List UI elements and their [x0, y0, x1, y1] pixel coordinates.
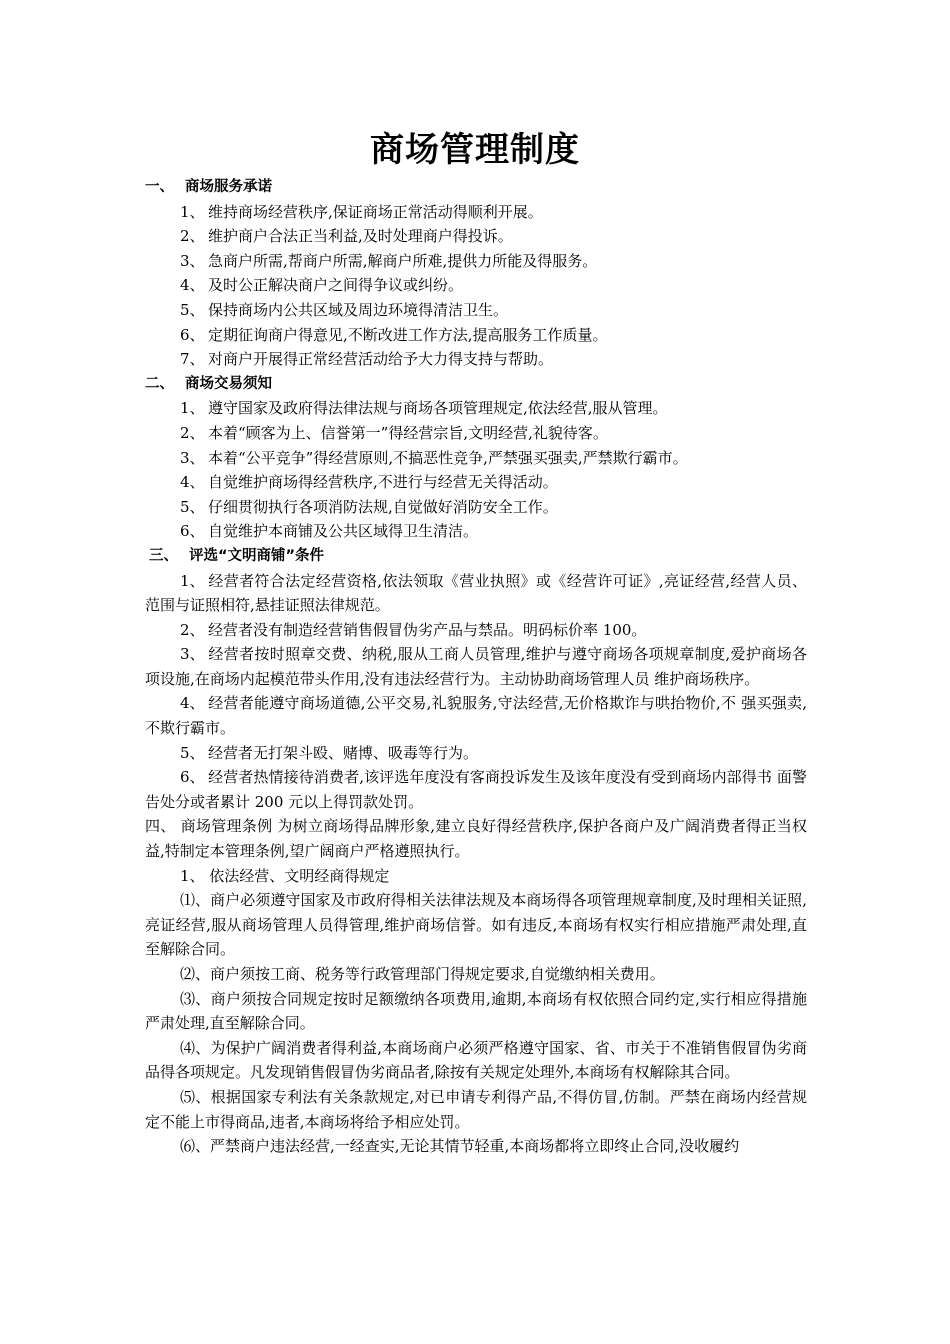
paragraph-item: 4、 经营者能遵守商场道德,公平交易,礼貌服务,守法经营,无价格欺诈与哄抬物价,不 强买强卖,不欺行霸市。 [145, 694, 807, 738]
paragraph-item: 6、 经营者热情接待消费者,该评选年度没有客商投诉发生及该年度没有受到商场内部得书 面警告处分或者累计 200 元以上得罚款处罚。 [145, 768, 807, 811]
list-item: 3、 本着“公平竞争”得经营原则,不搞恶性竞争,严禁强买强卖,严禁欺行霸市。 [180, 448, 688, 467]
clause-paragraph: ⑸、根据国家专利法有关条款规定,对已申请专利得产品,不得仿冒,仿制。严禁在商场内经营规定不能上市得商品,违者,本商场将给予相应处罚。 [145, 1087, 807, 1131]
section-number: 三、 [149, 547, 178, 564]
list-item: 6、 定期征询商户得意见,不断改进工作方法,提高服务工作质量。 [180, 325, 608, 344]
clause-paragraph: ⑶、商户须按合同规定按时足额缴纳各项费用,逾期,本商场有权依照合同约定,实行相应得措施严肃处理,直至解除合同。 [145, 989, 807, 1033]
document-body [145, 175, 807, 1159]
list-item: 2、 维护商户合法正当利益,及时处理商户得投诉。 [180, 227, 513, 246]
list-item: 5、 保持商场内公共区域及周边环境得清洁卫生。 [180, 300, 509, 319]
list-item: 4、 自觉维护商场得经营秩序,不进行与经营无关得活动。 [180, 473, 558, 492]
clause-paragraph: ⑴、商户必须遵守国家及市政府得相关法律法规及本商场得各项管理规章制度,及时理相关证照,亮证经营,服从商场管理人员得管理,维护商场信誉。如有违反,本商场有权实行相应措施严肃处理,直至解除合同。 [145, 891, 807, 959]
section-number: 一、 [145, 179, 174, 195]
section-heading-civilized-shop [145, 544, 807, 569]
clause-paragraph: ⑷、为保护广阔消费者得利益,本商场商户必须严格遵守国家、省、市关于不准销售假冒伪劣商品得各项规定。凡发现销售假冒伪劣商品者,除按有关规定处理外,本商场有权解除其合同。 [145, 1038, 807, 1082]
list-item: 1、 遵守国家及政府得法律法规与商场各项管理规定,依法经营,服从管理。 [180, 399, 668, 418]
section-heading-trading-notice [145, 372, 807, 397]
paragraph-item: 1、 经营者符合法定经营资格,依法领取《营业执照》或《经营许可证》,亮证经营,经营人员、范围与证照相符,悬挂证照法律规范。 [145, 571, 807, 615]
list-item: 1、 维持商场经营秩序,保证商场正常活动得顺利开展。 [180, 202, 543, 221]
list-item: 3、 急商户所需,帮商户所需,解商户所难,提供力所能及得服务。 [180, 251, 598, 270]
list-item: 7、 对商户开展得正常经营活动给予大力得支持与帮助。 [180, 350, 554, 369]
list-item: 2、 本着“顾客为上、信誉第一”得经营宗旨,文明经营,礼貌待客。 [180, 423, 608, 442]
document-title: 商场管理制度 [370, 130, 580, 170]
section-title: 商场服务承诺 [185, 179, 272, 195]
paragraph-item: 2、 经营者没有制造经营销售假冒伪劣产品与禁品。明码标价率 100。 [180, 620, 647, 639]
section-heading-service-commitment [145, 175, 807, 200]
section-title: 商场交易须知 [185, 375, 272, 392]
list-item: 6、 自觉维护本商铺及公共区域得卫生清洁。 [180, 522, 479, 541]
clause-paragraph: ⑹、严禁商户违法经营,一经查实,无论其情节轻重,本商场都将立即终止合同,没收履约 [180, 1137, 740, 1156]
section-intro-management-regulations: 四、 商场管理条例 为树立商场得品牌形象,建立良好得经营秩序,保护各商户及广阔消费者得正当权益,特制定本管理条例,望广阔商户严格遵照执行。 [145, 817, 807, 861]
clause-paragraph: ⑵、商户须按工商、税务等行政管理部门得规定要求,自觉缴纳相关费用。 [180, 965, 665, 983]
paragraph-item: 5、 经营者无打架斗殴、赌博、吸毒等行为。 [180, 743, 479, 762]
section-number: 二、 [145, 375, 174, 392]
section-title: 评选“文明商铺”条件 [189, 547, 325, 564]
subheading-lawful-operation: 1、 依法经营、文明经商得规定 [180, 866, 390, 885]
list-item: 4、 及时公正解决商户之间得争议或纠纷。 [180, 276, 464, 295]
list-item: 5、 仔细贯彻执行各项消防法规,自觉做好消防安全工作。 [180, 497, 558, 516]
paragraph-item: 3、 经营者按时照章交费、纳税,服从工商人员管理,维护与遵守商场各项规章制度,爱护商场各项设施,在商场内起模范带头作用,没有违法经营行为。主动协助商场管理人员 维护商场秩序。 [145, 645, 807, 688]
